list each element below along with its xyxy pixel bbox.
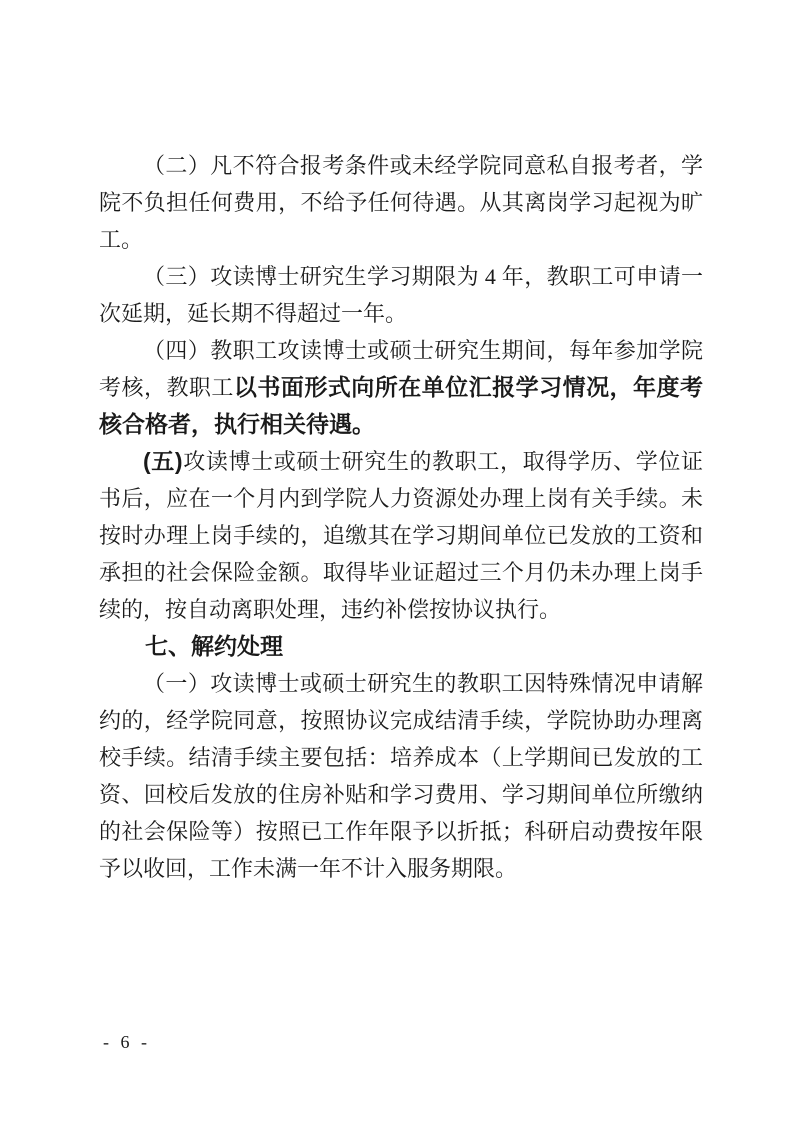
para-item-7-1 [99, 665, 703, 887]
text-segment: 攻读博士或硕士研究生的教职工，取得学历、学位证书后，应在一个月内到学院人力资源处办理上岗有关手续。未按时办理上岗手续的，追缴其在学习期间单位已发放的工资和承担的社会保险金额。取得毕业证超过三个月仍未办理上岗手续的，按自动离职处理，违约补偿按协议执行。 [99, 449, 703, 622]
text-segment: 七、解约处理 [145, 633, 283, 659]
text-segment: (五) [143, 448, 183, 474]
document-body [99, 147, 703, 887]
para-item-2 [99, 147, 703, 258]
para-item-4 [99, 332, 703, 443]
section-heading-7 [99, 628, 703, 665]
text-segment: （三）攻读博士研究生学习期限为 4 年，教职工可申请一次延期，延长期不得超过一年。 [99, 264, 703, 326]
text-segment: 以书面形式向所在单位汇报学习情况，年度考核合格者，执行相关待遇。 [99, 374, 703, 437]
page-number: - 6 - [103, 1032, 148, 1052]
para-item-5 [99, 443, 703, 628]
text-segment: （四）教职工攻读博士或硕士研究生期间，每年参加学院考核，教职工 [99, 338, 703, 400]
text-segment: （一）攻读博士或硕士研究生的教职工因特殊情况申请解约的，经学院同意，按照协议完成结清手续，学院协助办理离校手续。结清手续主要包括：培养成本（上学期间已发放的工资、回校后发放的住房补贴和学习费用、学习期间单位所缴纳的社会保险等）按照已工作年限予以折抵；科研启动费按年限予以收回，工作未满一年不计入服务期限。 [99, 671, 703, 881]
text-segment: （二）凡不符合报考条件或未经学院同意私自报考者，学院不负担任何费用，不给予任何待遇。从其离岗学习起视为旷工。 [99, 153, 703, 252]
para-item-3 [99, 258, 703, 332]
